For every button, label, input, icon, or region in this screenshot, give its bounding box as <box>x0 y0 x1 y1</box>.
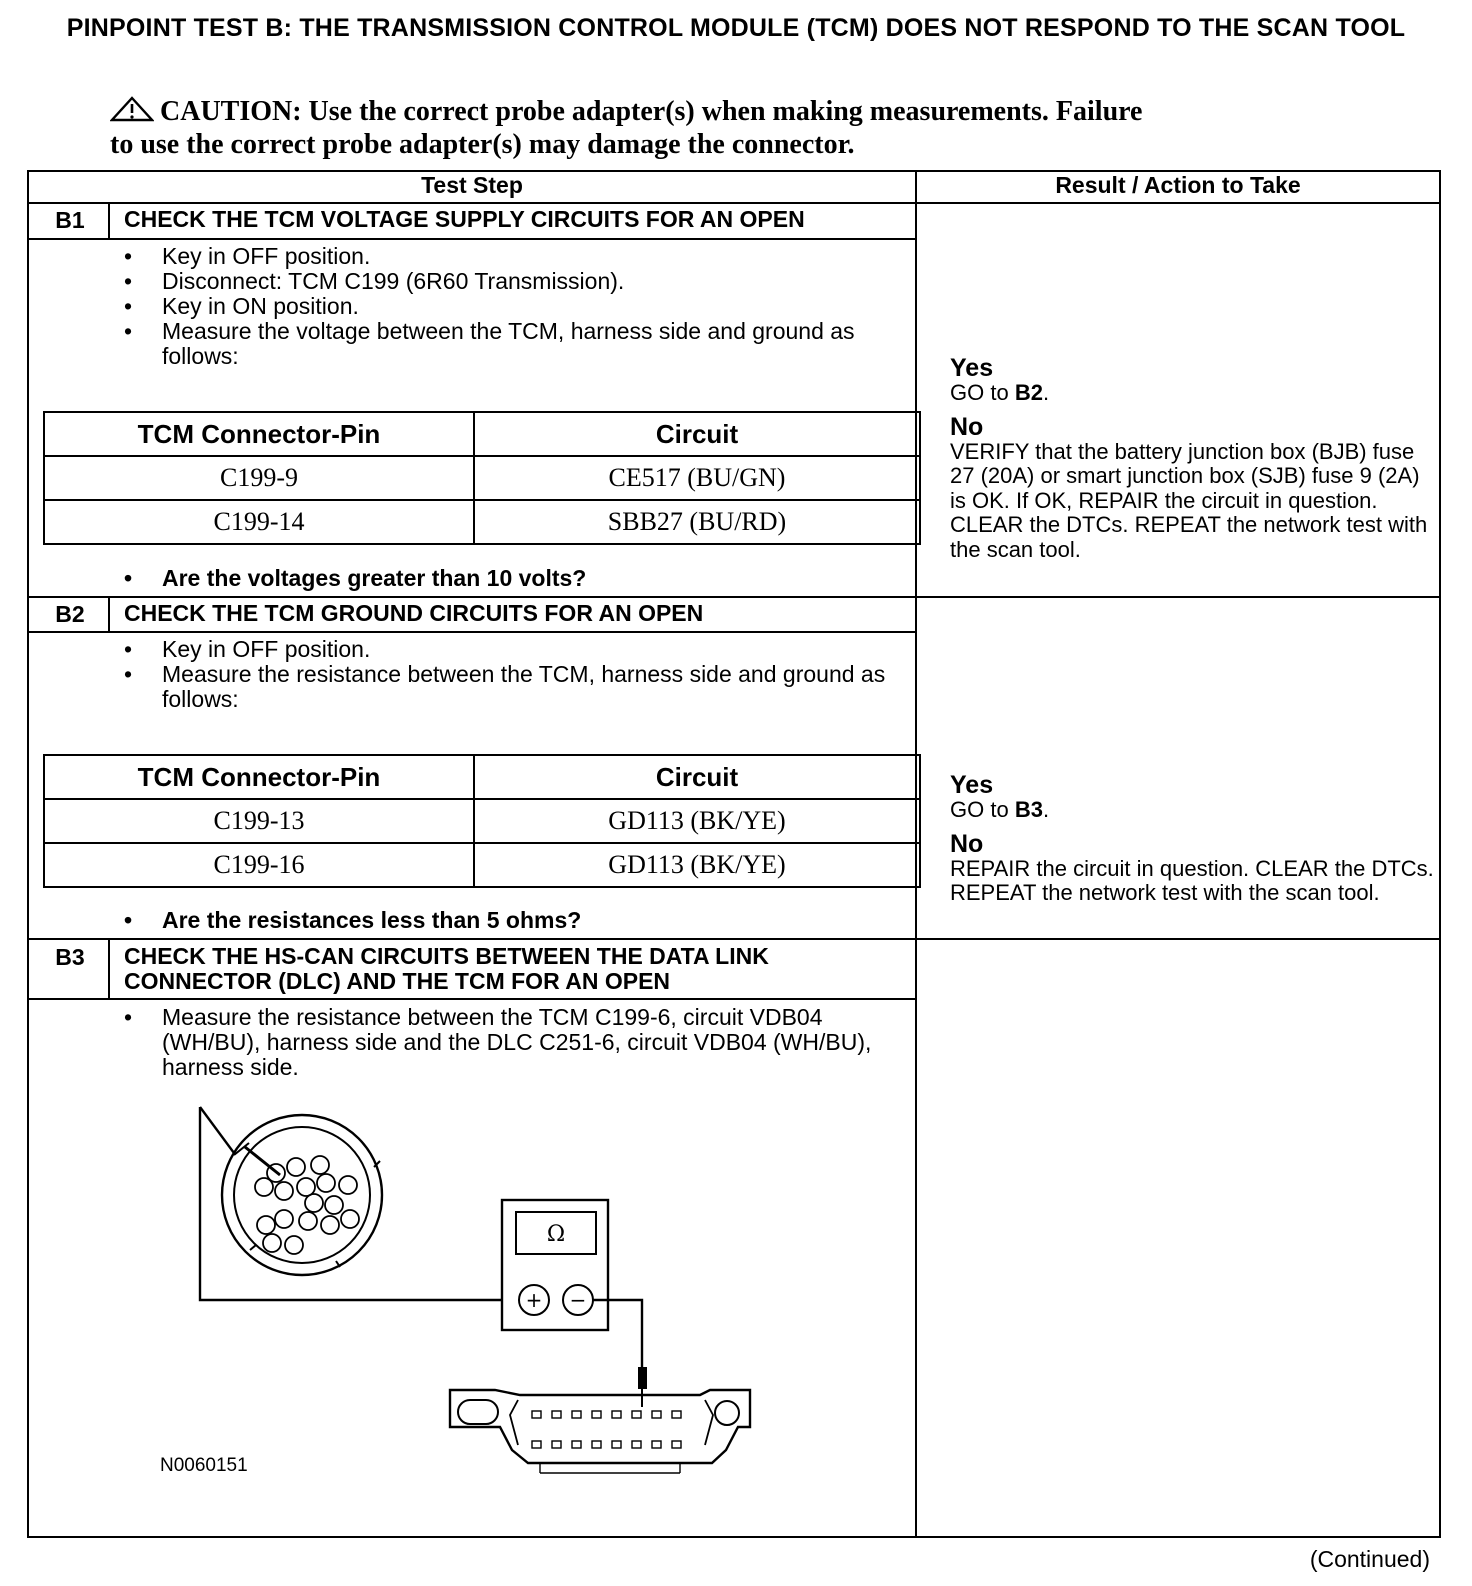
goto-ref-b3[interactable]: B3 <box>1014 797 1043 822</box>
list-item: • Key in OFF position. <box>118 637 908 662</box>
step-b1-instructions <box>118 244 908 369</box>
ohmmeter <box>502 1200 608 1330</box>
result-b1 <box>950 355 1440 563</box>
table-header: TCM Connector-Pin <box>44 412 474 456</box>
table-row <box>44 500 920 544</box>
table-row <box>44 799 920 843</box>
yes-label: Yes <box>950 771 994 799</box>
table-cell: C199-13 <box>44 799 474 843</box>
plus-terminal: + <box>525 1288 543 1312</box>
list-item: • Key in OFF position. <box>118 244 908 269</box>
minus-terminal: − <box>569 1288 587 1312</box>
yes-action: GO to B3. <box>950 797 1050 822</box>
step-b1-question <box>118 566 908 591</box>
table-header: TCM Connector-Pin <box>44 755 474 799</box>
caution-note <box>110 96 1410 160</box>
page-title: PINPOINT TEST B: THE TRANSMISSION CONTROL MODULE (TCM) DOES NOT RESPOND TO THE SCAN TOOL <box>66 14 1406 42</box>
table-cell: GD113 (BK/YE) <box>474 843 920 887</box>
goto-ref-b2[interactable]: B2 <box>1014 380 1043 405</box>
yes-action: GO to B2. <box>950 380 1050 405</box>
dlc-resistance-diagram <box>150 1095 800 1495</box>
continued-label: (Continued) <box>1309 1546 1430 1572</box>
no-action: VERIFY that the battery junction box (BJB) fuse 27 (20A) or smart junction box (SJB) fuse 9 (2A) is OK. If OK, REPAIR the circuit in question. CLEAR the DTCs. REPEAT the network test with the scan tool. <box>950 438 1428 562</box>
table-header: Circuit <box>474 755 920 799</box>
step-id-b2: B2 <box>55 601 85 627</box>
table-cell: C199-16 <box>44 843 474 887</box>
step-heading-b1: CHECK THE TCM VOLTAGE SUPPLY CIRCUITS FOR AN OPEN <box>124 206 805 232</box>
yes-label: Yes <box>950 354 994 382</box>
step-b2-question <box>118 908 908 933</box>
caution-line-1: CAUTION: Use the correct probe adapter(s) when making measurements. Failure <box>160 96 1143 127</box>
ohm-symbol: Ω <box>546 1222 566 1247</box>
table-cell: SBB27 (BU/RD) <box>474 500 920 544</box>
no-action: REPAIR the circuit in question. CLEAR the DTCs. REPEAT the network test with the scan tool. <box>950 855 1434 906</box>
step-heading-b2: CHECK THE TCM GROUND CIRCUITS FOR AN OPEN <box>124 600 704 626</box>
no-label: No <box>950 829 984 858</box>
table-cell: C199-9 <box>44 456 474 500</box>
step-id-b3: B3 <box>55 944 85 970</box>
table-row <box>44 843 920 887</box>
step-b3-instructions <box>118 1005 908 1080</box>
result-b2 <box>950 772 1440 906</box>
list-item: • Disconnect: TCM C199 (6R60 Transmission). <box>118 269 908 294</box>
list-item: • Key in ON position. <box>118 294 908 319</box>
caution-line-2: to use the correct probe adapter(s) may damage the connector. <box>110 129 855 160</box>
list-item: • Measure the resistance between the TCM, harness side and ground as follows: <box>118 662 908 712</box>
list-item: • Are the resistances less than 5 ohms? <box>118 908 908 933</box>
list-item: • Are the voltages greater than 10 volts? <box>118 566 908 591</box>
table-cell: C199-14 <box>44 500 474 544</box>
step-heading-b3: CHECK THE HS-CAN CIRCUITS BETWEEN THE DATA LINK CONNECTOR (DLC) AND THE TCM FOR AN OPEN <box>124 943 769 994</box>
list-item: • Measure the resistance between the TCM C199-6, circuit VDB04 (WH/BU), harness side and the DLC C251-6, circuit VDB04 (WH/BU), harness side. <box>118 1005 908 1080</box>
header-test-step: Test Step <box>421 172 523 198</box>
figure-id: N0060151 <box>160 1455 248 1476</box>
step-b2-instructions <box>118 637 908 712</box>
table-cell: CE517 (BU/GN) <box>474 456 920 500</box>
warning-triangle-icon <box>110 96 160 129</box>
no-label: No <box>950 412 984 441</box>
b1-connector-table <box>43 411 921 545</box>
tcm-connector-c199 <box>222 1115 382 1275</box>
header-result-action: Result / Action to Take <box>1055 172 1301 198</box>
step-id-b1: B1 <box>55 207 85 233</box>
dlc-connector-c251 <box>450 1390 750 1473</box>
table-row <box>44 456 920 500</box>
b2-connector-table <box>43 754 921 888</box>
list-item: • Measure the voltage between the TCM, harness side and ground as follows: <box>118 319 908 369</box>
table-cell: GD113 (BK/YE) <box>474 799 920 843</box>
table-header: Circuit <box>474 412 920 456</box>
